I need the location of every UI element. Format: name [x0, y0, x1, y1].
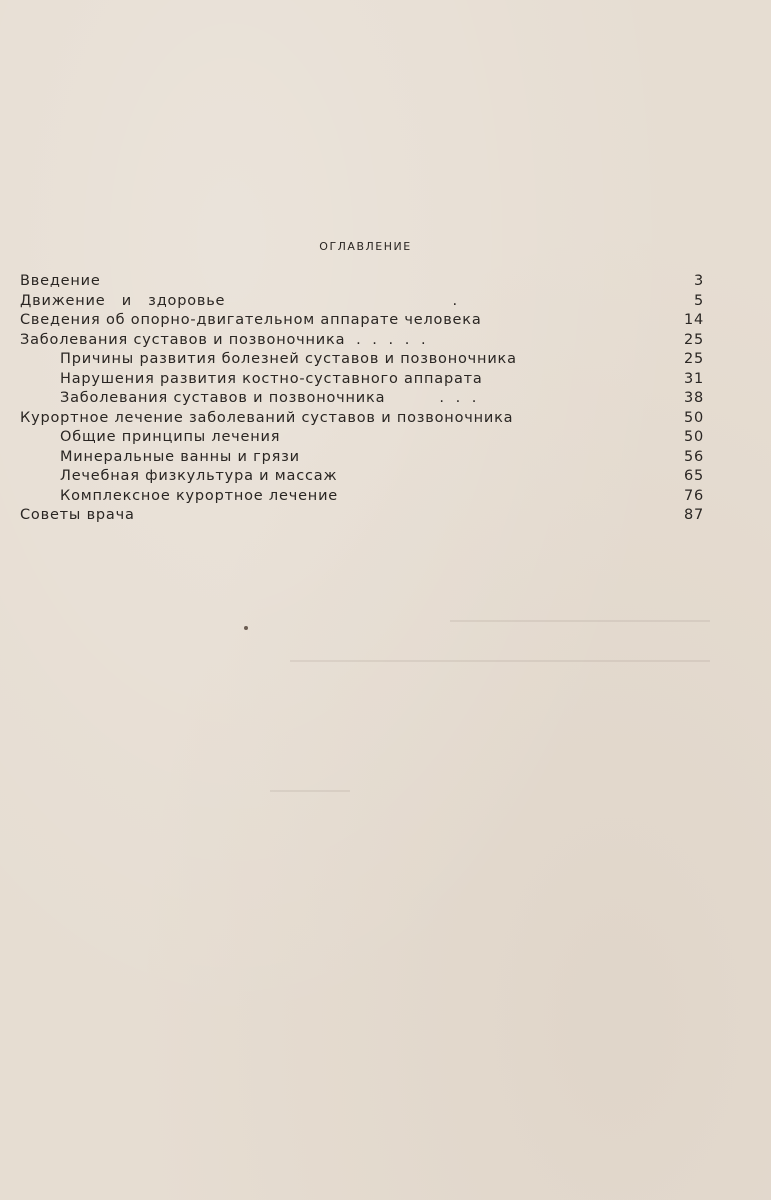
- paper-speck: [244, 626, 248, 630]
- toc-subentry: [20, 487, 704, 507]
- toc-entry: [20, 409, 704, 429]
- toc-subentry: [20, 389, 704, 409]
- toc-subentry: [20, 448, 704, 468]
- toc-entry-page: 38: [683, 390, 704, 406]
- toc-subentry: [20, 428, 704, 448]
- toc-entry-label: Причины развития болезней суставов и позвоночника: [60, 351, 517, 367]
- table-of-contents: [20, 272, 704, 526]
- toc-entry-label: Заболевания суставов и позвоночника . . . . .: [20, 331, 427, 348]
- toc-entry-label: Советы врача: [20, 507, 135, 523]
- toc-entry-page: 3: [693, 273, 704, 289]
- toc-entry-label: Курортное лечение заболеваний суставов и позвоночника: [20, 409, 514, 426]
- toc-entry: [20, 331, 704, 351]
- toc-entry-page: 14: [683, 312, 704, 328]
- bleed-through-mark: [270, 790, 350, 792]
- toc-entry-page: 56: [683, 448, 704, 465]
- toc-entry-label: Нарушения развития костно-суставного аппарата: [60, 370, 483, 387]
- bleed-through-mark: [450, 620, 710, 622]
- toc-entry: [20, 272, 704, 292]
- toc-subentry: [20, 350, 704, 370]
- toc-entry-label: Введение: [20, 273, 101, 289]
- toc-entry-label: Минеральные ванны и грязи: [60, 448, 300, 465]
- page-title: оглавление: [319, 236, 412, 254]
- toc-entry: [20, 506, 704, 526]
- toc-entry-label: Движение и здоровье .: [20, 292, 458, 309]
- toc-subentry: [20, 370, 704, 390]
- toc-entry: [20, 292, 704, 312]
- toc-entry-page: 50: [683, 409, 704, 426]
- toc-subentry: [20, 467, 704, 487]
- toc-entry-label: Комплексное курортное лечение: [60, 487, 339, 504]
- toc-entry-page: 87: [683, 507, 704, 523]
- toc-entry-page: 50: [683, 429, 704, 445]
- toc-entry-label: Сведения об опорно-двигательном аппарате человека: [20, 312, 482, 328]
- toc-entry: [20, 311, 704, 331]
- toc-entry-page: 25: [683, 351, 704, 367]
- toc-entry-label: Лечебная физкультура и массаж: [60, 468, 338, 484]
- bleed-through-mark: [290, 660, 710, 662]
- toc-entry-page: 65: [683, 468, 704, 484]
- toc-entry-label: Общие принципы лечения: [60, 429, 281, 445]
- toc-entry-page: 5: [693, 292, 704, 309]
- toc-entry-page: 31: [683, 370, 704, 387]
- toc-entry-label: Заболевания суставов и позвоночника . . .: [60, 390, 478, 406]
- toc-entry-page: 25: [683, 331, 704, 348]
- toc-entry-page: 76: [683, 487, 704, 504]
